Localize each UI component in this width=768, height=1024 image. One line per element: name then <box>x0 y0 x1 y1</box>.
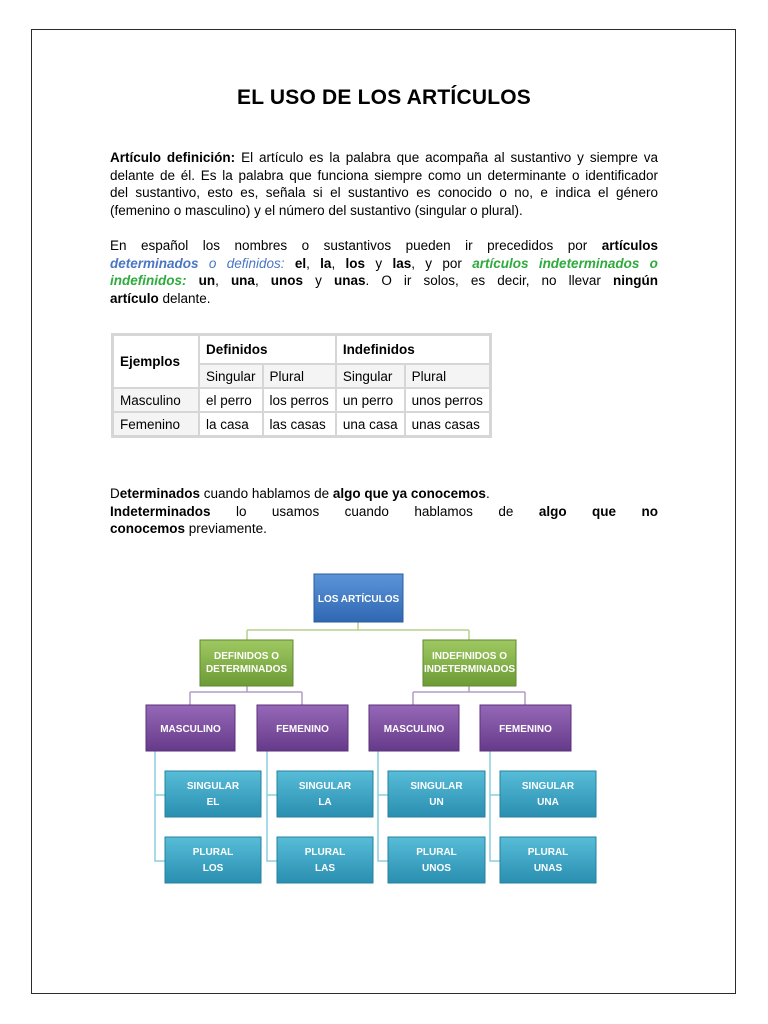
intro-articulos: artículos <box>601 238 658 253</box>
row-label-femenino: Femenino <box>113 412 200 437</box>
intro-articulo: artículo <box>110 290 159 306</box>
usage-conocemos-2: conocemos <box>110 521 186 537</box>
header-definidos: Definidos <box>199 335 336 365</box>
node-box <box>277 771 373 817</box>
node-definidos <box>200 640 293 686</box>
definidos-term: definidos: <box>226 255 285 271</box>
node-plural-unos <box>388 837 485 883</box>
intro-y-2: y <box>315 273 322 289</box>
node-definidos-line2: DETERMINADOS <box>205 664 288 675</box>
usage-algo: algo <box>538 503 567 519</box>
node-masculino-def <box>146 705 235 751</box>
subheader-cell: Singular <box>336 364 405 388</box>
subheader-cell: Plural <box>405 364 491 388</box>
connector-root <box>247 622 469 640</box>
definition-text-1: El artículo es la palabra que acompaña al sustantivo y siempre va <box>235 150 658 165</box>
intro-rest: O ir solos, es decir, no llevar <box>381 273 601 289</box>
node-definidos-line1: DEFINIDOS O <box>213 651 280 662</box>
node-plural-unas <box>500 837 596 883</box>
intro-line-3: indefinidos: un, una, unos y unas. O ir solos, es decir, no llevar ningún <box>110 273 658 289</box>
node-definidos-box <box>200 640 293 686</box>
intro-o: o <box>198 255 227 271</box>
node-line1: PLURAL <box>527 847 569 858</box>
node-label: FEMENINO <box>499 724 552 735</box>
node-line1: SINGULAR <box>521 781 575 792</box>
node-singular-una <box>500 771 596 817</box>
node-box <box>388 837 485 883</box>
node-line1: PLURAL <box>304 847 346 858</box>
node-box <box>500 771 596 817</box>
node-line1: PLURAL <box>416 847 457 858</box>
node-plural-las <box>277 837 373 883</box>
intro-text: En español los nombres o sustantivos pueden ir precedidos por <box>110 238 588 253</box>
node-box <box>388 771 485 817</box>
node-femenino-def <box>257 705 348 751</box>
article-un: un <box>198 273 216 289</box>
node-label: MASCULINO <box>383 724 445 735</box>
usage-indeterminados: Indeterminados <box>110 503 211 519</box>
node-line2: UNA <box>537 797 559 808</box>
node-femenino-indef <box>480 705 571 751</box>
node-plural-los <box>165 837 261 883</box>
node-singular-el <box>165 771 261 817</box>
subheader-cell: Singular <box>199 364 263 388</box>
node-indefinidos <box>423 640 516 686</box>
usage-que: que <box>592 503 617 519</box>
definition-line-4: (femenino o masculino) y el número del sustantivo (singular o plural). <box>110 202 523 218</box>
intro-delante: delante. <box>158 290 211 306</box>
node-line1: SINGULAR <box>186 781 240 792</box>
article-el: el <box>294 255 307 271</box>
node-box <box>165 771 261 817</box>
indeterminados-term: artículos indeterminados o <box>472 255 658 271</box>
article-unas: unas <box>333 273 366 289</box>
table-cell: un perro <box>336 388 405 412</box>
node-line2: LA <box>318 797 332 808</box>
node-line2: EL <box>206 797 220 808</box>
node-line1: SINGULAR <box>298 781 352 792</box>
table-cell: los perros <box>263 388 336 412</box>
indefinidos-term: indefinidos: <box>110 273 187 289</box>
article-las: las <box>392 255 412 271</box>
subheader-cell: Plural <box>263 364 336 388</box>
table-cell: una casa <box>336 412 405 437</box>
node-singular-la <box>277 771 373 817</box>
article-los: los <box>345 255 366 271</box>
usage-hablamos: hablamos <box>414 503 473 519</box>
usage-no: no <box>641 503 658 519</box>
node-singular-un <box>388 771 485 817</box>
usage-de: de <box>498 503 514 519</box>
table-cell: unos perros <box>405 388 491 412</box>
node-label: FEMENINO <box>276 724 329 735</box>
node-line2: LAS <box>315 863 335 874</box>
article-la: la <box>320 255 332 271</box>
node-line2: UNAS <box>533 863 563 874</box>
intro-y-por: y por <box>425 255 462 271</box>
determinados-term: determinados <box>110 255 199 271</box>
usage-period: . <box>485 486 490 501</box>
row-label-masculino: Masculino <box>113 388 200 412</box>
intro-ningun: ningún <box>613 273 658 289</box>
definition-label: Artículo definición: <box>110 150 236 165</box>
node-box <box>277 837 373 883</box>
node-line2: UN <box>429 797 444 808</box>
node-box <box>500 837 596 883</box>
usage-d: D <box>110 486 120 501</box>
node-indefinidos-line2: INDETERMINADOS <box>423 664 516 675</box>
node-indefinidos-box <box>423 640 516 686</box>
usage-lo: lo <box>235 503 247 519</box>
node-label: MASCULINO <box>160 724 221 735</box>
connector-groups <box>190 686 525 705</box>
page-title: EL USO DE LOS ARTÍCULOS <box>237 86 531 109</box>
table-cell: el perro <box>199 388 263 412</box>
node-line1: PLURAL <box>192 847 234 858</box>
table-corner: Ejemplos <box>113 335 200 389</box>
header-indefinidos: Indefinidos <box>336 335 491 365</box>
node-line2: LOS <box>202 863 224 874</box>
table-cell: las casas <box>263 412 336 437</box>
node-indefinidos-line1: INDEFINIDOS O <box>431 651 508 662</box>
usage-determinados: eterminados <box>119 486 201 501</box>
usage-cuando: cuando hablamos de <box>200 486 333 501</box>
intro-line-2: determinados o definidos: el, la, los y las, y por artículos indeterminados o <box>110 255 658 271</box>
definition-line-3: del sustantivo, esto es, señala si el sustantivo es conocido o no, e indica el género <box>110 185 658 201</box>
node-root-label: LOS ARTÍCULOS <box>317 594 400 605</box>
node-box <box>165 837 261 883</box>
intro-y: y <box>375 255 383 271</box>
usage-usamos: usamos cuando <box>271 503 389 519</box>
node-line1: SINGULAR <box>410 781 463 792</box>
node-line2: UNOS <box>422 863 451 874</box>
article-una: una <box>230 273 255 289</box>
definition-line-2: delante de él. Es la palabra que funciona siempre como un determinante o identificador <box>110 167 658 183</box>
node-root <box>314 574 403 622</box>
usage-conocemos: algo que ya conocemos <box>332 486 486 501</box>
table-cell: la casa <box>199 412 263 437</box>
usage-previamente: previamente. <box>185 521 267 537</box>
article-unos: unos <box>270 273 304 289</box>
node-masculino-indef <box>369 705 459 751</box>
table-cell: unas casas <box>405 412 491 437</box>
